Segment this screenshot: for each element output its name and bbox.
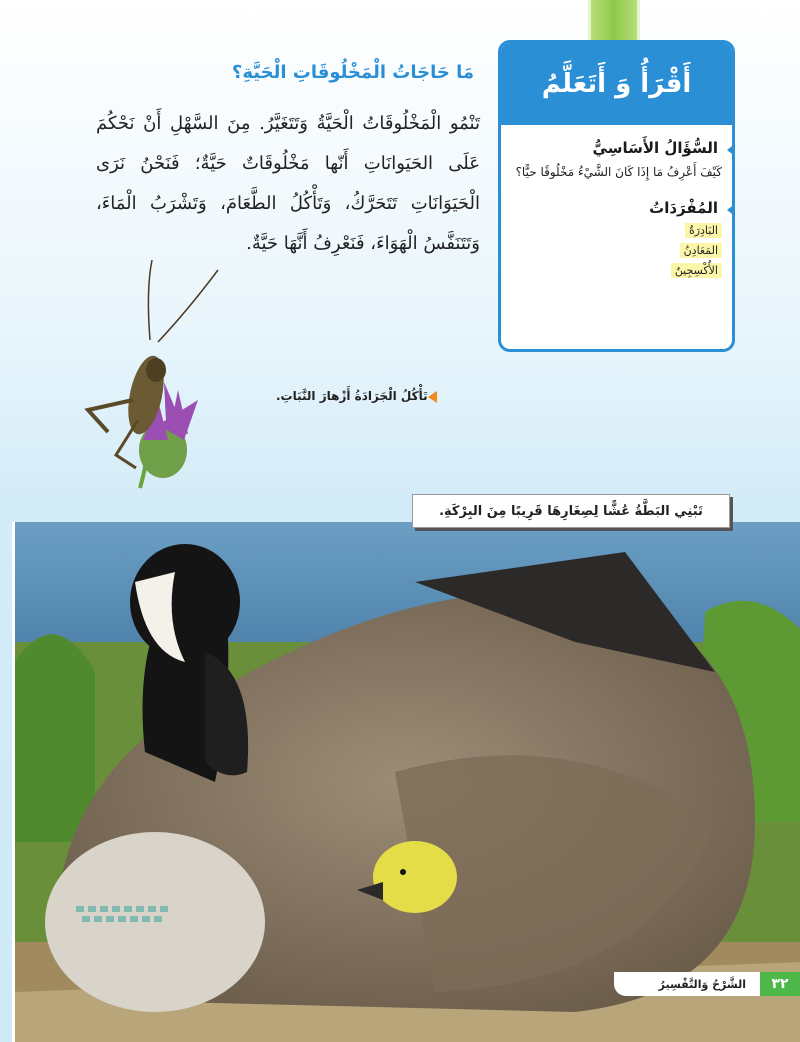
- grasshopper-caption: [276, 389, 445, 403]
- essential-question-section: [501, 139, 732, 185]
- vocabulary-section: [501, 199, 732, 278]
- read-and-learn-header: أَقْرَأُ وَ أَتَعَلَّمُ: [501, 43, 732, 125]
- vocabulary-item: الأُكْسِجِينُ: [671, 263, 722, 278]
- ministry-watermark-logo: [70, 896, 174, 950]
- lesson-paragraph: تَنْمُو الْمَخْلُوقَاتُ الْحَيَّةُ وَتَتَغَيَّرُ. مِنَ السَّهْلِ أَنْ نَحْكُمَ عَلَى الحَيَوانَاتِ أَنّها مَخْلُوقَاتٌ حَيَّةٌ؛ فَنَحْنُ نَرَى الْحَيَوَانَاتِ تَتَحَرَّكُ، وَتَأْكُلُ الطَّعَامَ، وَتَشْرَبُ الْمَاءَ، وَتَتَنَفَّسُ الْهَوَاءَ، فَنَعْرِفُ أَنَّهَا حَيَّةٌ.: [96, 113, 480, 254]
- caption-arrow-icon: [428, 391, 437, 403]
- read-and-learn-box: [498, 40, 735, 352]
- vocabulary-title: المُفْرَدَاتُ: [511, 199, 722, 217]
- essential-question-text: كَيْفَ أَعْرِفُ مَا إِذَا كَانَ الشَّيْءُ مَخْلُوقًا حيًّا؟: [515, 165, 722, 179]
- page-footer: [614, 972, 800, 996]
- vocabulary-list: [511, 223, 722, 278]
- goose-nest-photo: [12, 522, 800, 1042]
- essential-question-title: السُّؤَالُ الأَسَاسِيُّ: [511, 139, 722, 157]
- grasshopper-caption-text: تَأْكُلُ الْجَرَادَةُ أَزْهارَ النَّبَاتِ.: [276, 389, 428, 403]
- lesson-title: مَا حَاجَاتُ الْمَخْلُوقَاتِ الْحَيَّةِ؟: [231, 62, 474, 83]
- grasshopper-on-thistle-image: [78, 250, 238, 520]
- page-number: ٣٢: [760, 972, 800, 996]
- vocabulary-item: المَعَادِنُ: [680, 243, 722, 258]
- goose-caption: تَبْنِي البَطَّةُ عُشًّا لِصِغَارِهَا قَرِيبًا مِنَ البِرْكَةِ.: [412, 494, 730, 528]
- vocabulary-item: البَادِرَةُ: [685, 223, 722, 238]
- section-label: الشَّرْحُ وَالتَّفْسِيرُ: [658, 977, 746, 991]
- watermark-icon: [70, 896, 174, 936]
